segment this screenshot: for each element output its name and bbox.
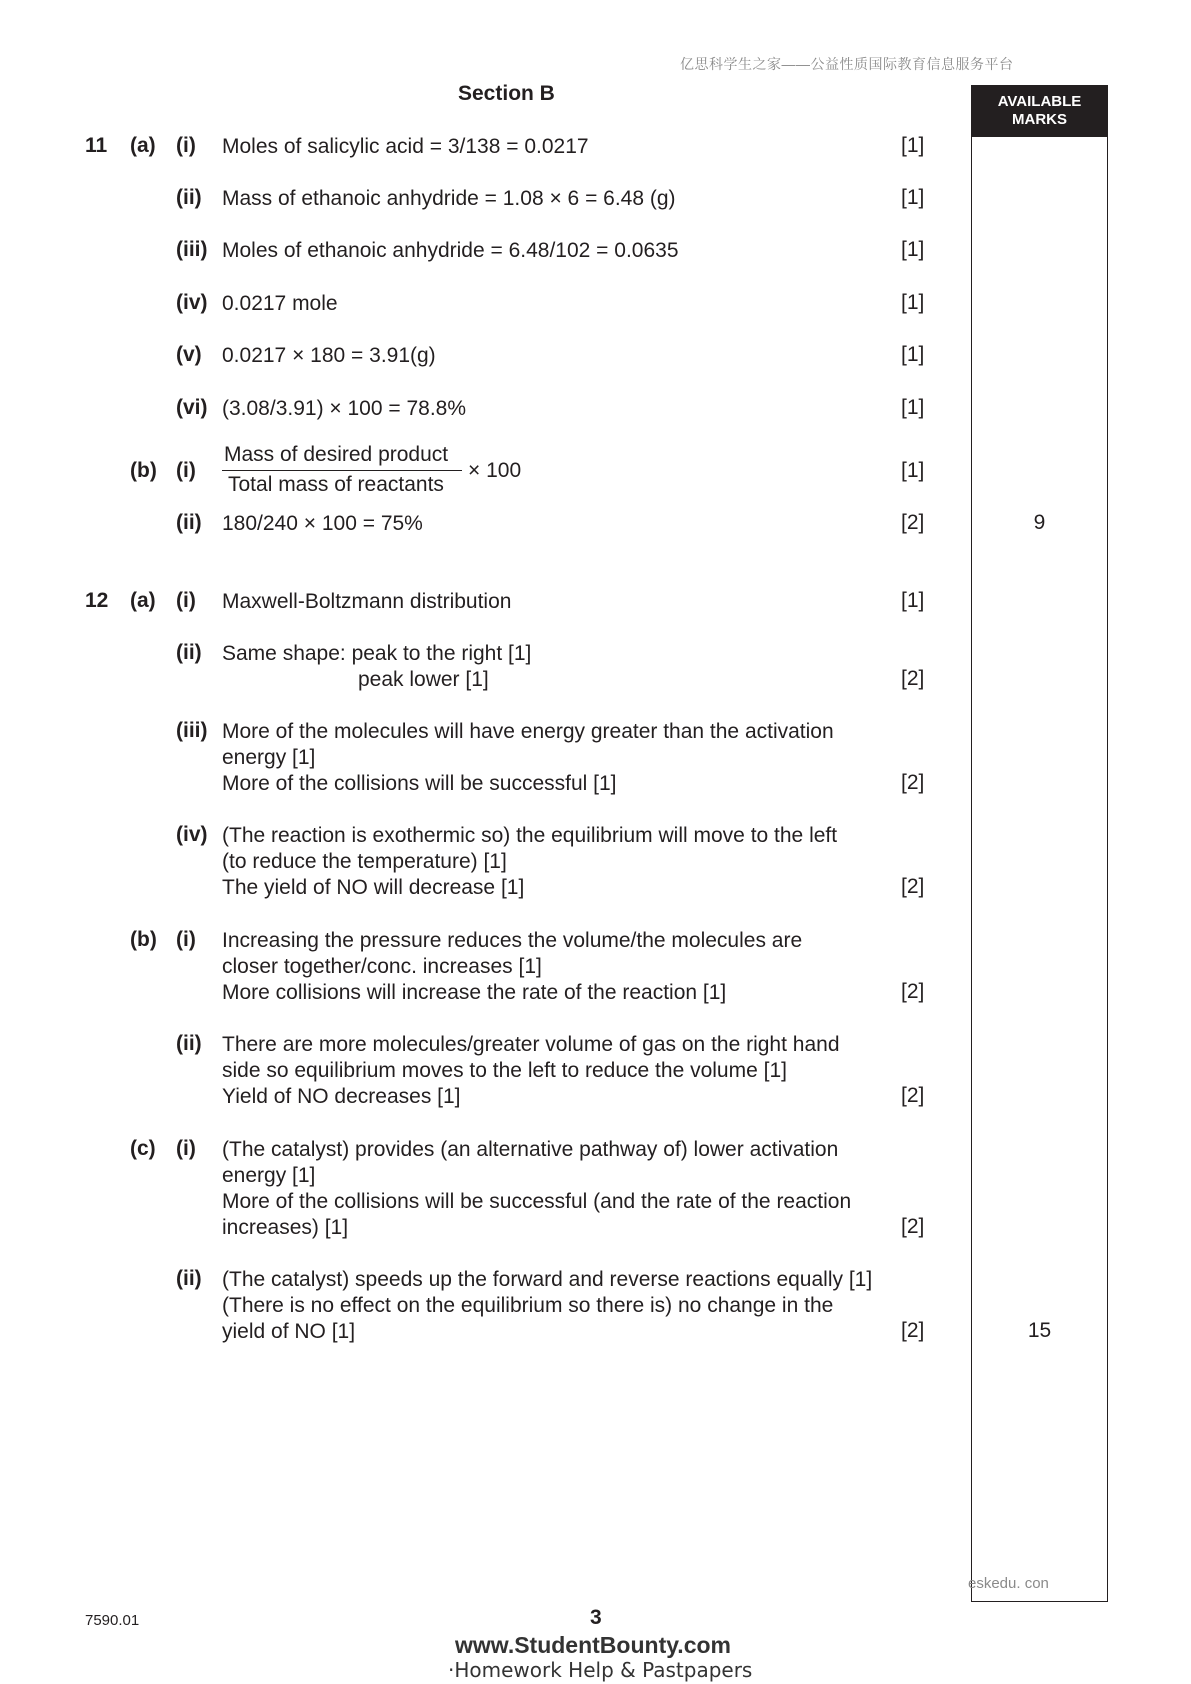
fraction-bar [222, 470, 462, 471]
q12b-i-mark: [2] [901, 980, 925, 1003]
q11-part-a: (a) [130, 134, 156, 157]
q12-available-marks: 15 [1027, 1319, 1052, 1342]
header-watermark: 亿思科学生之家——公益性质国际教育信息服务平台 [680, 56, 1014, 72]
q12a-iv-line3: The yield of NO will decrease [1] [222, 876, 525, 899]
q12b-i-line2: closer together/conc. increases [1] [222, 955, 542, 978]
q12a-ii-line2: peak lower [1] [358, 668, 489, 691]
q11b-i-mark: [1] [901, 459, 925, 482]
q12a-ii-label: (ii) [176, 641, 202, 664]
q11-part-b: (b) [130, 459, 157, 482]
q12b-ii-label: (ii) [176, 1032, 202, 1055]
q12a-iv-answer [222, 823, 912, 901]
q12a-iv-label: (iv) [176, 823, 208, 846]
q11a-vi-label: (vi) [176, 396, 208, 419]
q11b-ii-label: (ii) [176, 511, 202, 534]
q12c-ii-line2: (There is no effect on the equilibrium so there is) no change in the [222, 1294, 834, 1317]
q12a-i-mark: [1] [901, 589, 925, 612]
q12c-i-label: (i) [176, 1137, 196, 1160]
q12a-i-answer: Maxwell-Boltzmann distribution [222, 590, 512, 613]
q12a-iii-line1: More of the molecules will have energy greater than the activation [222, 720, 834, 743]
fraction-numerator: Mass of desired product [224, 443, 449, 466]
q12-part-c: (c) [130, 1137, 156, 1160]
q12c-ii-line1: (The catalyst) speeds up the forward and reverse reactions equally [1] [222, 1268, 873, 1291]
marks-header-line1: AVAILABLE [997, 93, 1082, 110]
eskedu-watermark: eskedu. con [968, 1575, 1049, 1592]
q11a-i-mark: [1] [901, 134, 925, 157]
q12c-i-answer [222, 1137, 912, 1241]
q11a-i-label: (i) [176, 134, 196, 157]
q12c-i-mark: [2] [901, 1215, 925, 1238]
q12b-ii-answer [222, 1032, 912, 1110]
q12b-ii-line3: Yield of NO decreases [1] [222, 1085, 461, 1108]
q12c-i-line4: increases) [1] [222, 1216, 349, 1239]
q11a-iv-mark: [1] [901, 291, 925, 314]
section-title: Section B [458, 82, 555, 105]
q12b-ii-line1: There are more molecules/greater volume of gas on the right hand [222, 1033, 840, 1056]
q11a-iii-mark: [1] [901, 238, 925, 261]
fraction-denominator: Total mass of reactants [228, 473, 444, 496]
q12a-ii-mark: [2] [901, 667, 925, 690]
q11a-i-answer: Moles of salicylic acid = 3/138 = 0.0217 [222, 135, 589, 158]
q12c-i-line3: More of the collisions will be successful (and the rate of the reaction [222, 1190, 852, 1213]
question-number-11: 11 [85, 134, 108, 157]
q11b-i-label: (i) [176, 459, 196, 482]
paper-code: 7590.01 [85, 1612, 140, 1629]
fraction-multiplier: × 100 [468, 459, 522, 482]
q11b-ii-answer: 180/240 × 100 = 75% [222, 512, 423, 535]
q12b-ii-line2: side so equilibrium moves to the left to reduce the volume [1] [222, 1059, 787, 1082]
q11b-ii-mark: [2] [901, 511, 925, 534]
q12a-ii-line1: Same shape: peak to the right [1] [222, 642, 532, 665]
q12a-iii-line2: energy [1] [222, 746, 316, 769]
q12b-i-label: (i) [176, 928, 196, 951]
q12-part-b: (b) [130, 928, 157, 951]
q11a-iv-label: (iv) [176, 291, 208, 314]
q11a-vi-mark: [1] [901, 396, 925, 419]
studentbounty-tagline: ·Homework Help & Pastpapers [448, 1658, 753, 1682]
q11a-iii-answer: Moles of ethanoic anhydride = 6.48/102 = 0.0635 [222, 239, 679, 262]
q11a-iv-answer: 0.0217 mole [222, 292, 338, 315]
q12a-ii-answer [222, 641, 912, 693]
q12a-iii-label: (iii) [176, 719, 208, 742]
q12a-iii-answer [222, 719, 912, 797]
q11a-v-answer: 0.0217 × 180 = 3.91(g) [222, 344, 436, 367]
question-number-12: 12 [85, 589, 109, 612]
q11a-v-label: (v) [176, 343, 202, 366]
q11a-ii-label: (ii) [176, 186, 202, 209]
q12c-ii-mark: [2] [901, 1319, 925, 1342]
q11a-ii-answer: Mass of ethanoic anhydride = 1.08 × 6 = 6.48 (g) [222, 187, 676, 210]
q11-available-marks: 9 [1033, 511, 1046, 534]
q12a-iv-line1: (The reaction is exothermic so) the equilibrium will move to the left [222, 824, 838, 847]
q12b-i-line3: More collisions will increase the rate of the reaction [1] [222, 981, 727, 1004]
marks-header-line2: MARKS [1012, 111, 1067, 128]
q11a-vi-answer: (3.08/3.91) × 100 = 78.8% [222, 397, 467, 420]
q12c-ii-label: (ii) [176, 1267, 202, 1290]
q11a-v-mark: [1] [901, 343, 925, 366]
q12c-ii-line3: yield of NO [1] [222, 1320, 356, 1343]
q12a-iii-mark: [2] [901, 771, 925, 794]
q12a-iv-line2: (to reduce the temperature) [1] [222, 850, 507, 873]
q12b-ii-mark: [2] [901, 1084, 925, 1107]
q12b-i-answer [222, 928, 912, 1006]
studentbounty-link[interactable]: www.StudentBounty.com [455, 1632, 731, 1658]
q11a-iii-label: (iii) [176, 238, 208, 261]
q12a-i-label: (i) [176, 589, 196, 612]
q12b-i-line1: Increasing the pressure reduces the volume/the molecules are [222, 929, 803, 952]
q12c-ii-answer [222, 1267, 942, 1345]
q11a-ii-mark: [1] [901, 186, 925, 209]
q12a-iii-line3: More of the collisions will be successful [1] [222, 772, 617, 795]
available-marks-column [971, 85, 1108, 1602]
q12-part-a: (a) [130, 589, 156, 612]
q12c-i-line2: energy [1] [222, 1164, 316, 1187]
page-number: 3 [590, 1606, 602, 1629]
q12a-iv-mark: [2] [901, 875, 925, 898]
q12c-i-line1: (The catalyst) provides (an alternative pathway of) lower activation [222, 1138, 839, 1161]
available-marks-header [972, 86, 1107, 137]
